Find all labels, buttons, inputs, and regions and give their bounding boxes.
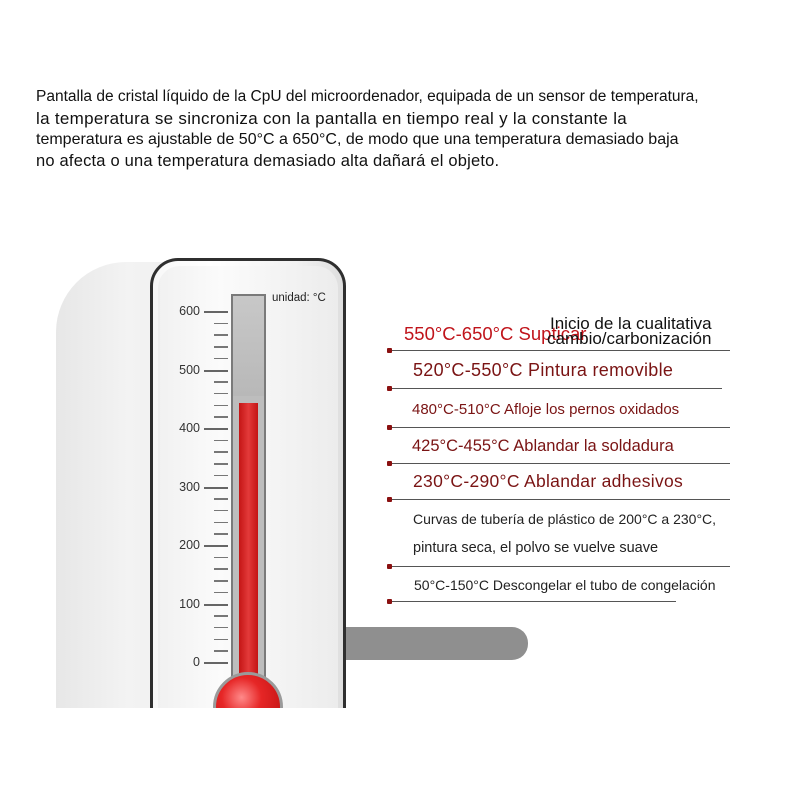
scale-minor-tick bbox=[214, 416, 228, 418]
scale-minor-tick bbox=[214, 475, 228, 477]
scale-minor-tick bbox=[214, 393, 228, 395]
scale-minor-tick bbox=[214, 346, 228, 348]
scale-tick-label: 200 bbox=[179, 538, 200, 552]
scale-tick-label: 300 bbox=[179, 479, 200, 494]
intro-paragraph bbox=[36, 86, 776, 172]
scale-major-tick bbox=[204, 487, 228, 489]
scale-major-tick bbox=[204, 370, 228, 372]
scale-minor-tick bbox=[214, 405, 228, 407]
legend-item bbox=[412, 437, 674, 456]
scale-minor-tick bbox=[214, 568, 228, 570]
legend-item-text: 230°C-290°C Ablandar adhesivos bbox=[413, 471, 684, 491]
scale-tick-label: 100 bbox=[179, 596, 200, 611]
legend-item bbox=[413, 540, 658, 556]
legend-overlap bbox=[547, 314, 712, 348]
scale-major-tick bbox=[204, 428, 228, 430]
legend-item bbox=[413, 511, 716, 527]
scale-major-tick bbox=[204, 545, 228, 547]
mercury-column bbox=[239, 403, 258, 692]
unit-label: unidad: °C bbox=[272, 292, 326, 304]
intro-line: la temperatura se sincroniza con la pantalla en tiempo real y la constante la bbox=[36, 108, 628, 128]
scale-tick-label: 0 bbox=[193, 655, 200, 669]
scale-minor-tick bbox=[214, 510, 228, 512]
scale-minor-tick bbox=[214, 498, 228, 500]
scale-minor-tick bbox=[214, 463, 228, 465]
legend-overlap-line: cambio/carbonización bbox=[547, 329, 712, 348]
legend-item-text: 50°C-150°C Descongelar el tubo de congelación bbox=[414, 577, 716, 593]
scale-minor-tick bbox=[214, 522, 228, 524]
scale-major-tick bbox=[204, 604, 228, 606]
scale-minor-tick bbox=[214, 557, 228, 559]
legend-item-text: pintura seca, el polvo se vuelve suave bbox=[413, 540, 659, 556]
legend-item bbox=[414, 577, 716, 593]
intro-line: temperatura es ajustable de 50°C a 650°C, de modo que una temperatura demasiado baja bbox=[36, 131, 679, 148]
scale-minor-tick bbox=[214, 381, 228, 383]
legend-item-text: 550°C-650°C Supticar bbox=[404, 323, 587, 344]
scale-tick-label: 500 bbox=[179, 362, 200, 377]
scale-minor-tick bbox=[214, 440, 228, 442]
legend-item-text: 425°C-455°C Ablandar la soldadura bbox=[412, 437, 674, 455]
scale-minor-tick bbox=[214, 592, 228, 594]
legend-overlap-line: Inicio de la cualitativa bbox=[550, 314, 712, 333]
scale-minor-tick bbox=[214, 650, 228, 652]
page-bottom bbox=[0, 708, 800, 800]
legend-divider bbox=[392, 388, 722, 389]
legend-item bbox=[413, 360, 673, 381]
legend-item-text: 480°C-510°C Afloje los pernos oxidados bbox=[412, 401, 680, 418]
scale-major-tick bbox=[204, 311, 228, 313]
scale-minor-tick bbox=[214, 358, 228, 360]
legend-divider bbox=[392, 463, 730, 464]
scale-minor-tick bbox=[214, 451, 228, 453]
legend-divider bbox=[392, 427, 730, 428]
legend-item bbox=[413, 471, 683, 492]
scale-minor-tick bbox=[214, 580, 228, 582]
scale-minor-tick bbox=[214, 627, 228, 629]
legend-divider bbox=[392, 601, 676, 602]
scale-minor-tick bbox=[214, 615, 228, 617]
scale-minor-tick bbox=[214, 323, 228, 325]
legend-item-text: 520°C-550°C Pintura removible bbox=[413, 360, 674, 380]
scale-minor-tick bbox=[214, 334, 228, 336]
legend-item bbox=[412, 401, 679, 418]
temperature-probe bbox=[340, 627, 528, 660]
legend-divider bbox=[392, 499, 730, 500]
legend-item-text: Curvas de tubería de plástico de 200°C a 230°C, bbox=[413, 511, 717, 527]
intro-line: Pantalla de cristal líquido de la CpU del microordenador, equipada de un sensor de temperatura, bbox=[36, 88, 699, 105]
scale-minor-tick bbox=[214, 533, 228, 535]
legend-divider bbox=[392, 566, 730, 567]
legend-divider bbox=[392, 350, 730, 351]
intro-line: no afecta o una temperatura demasiado alta dañará el objeto. bbox=[36, 151, 500, 170]
scale-major-tick bbox=[204, 662, 228, 664]
thermometer-tube-top bbox=[233, 296, 264, 396]
scale-tick-label: 600 bbox=[179, 304, 200, 318]
scale-minor-tick bbox=[214, 639, 228, 641]
scale-tick-label: 400 bbox=[179, 421, 200, 435]
